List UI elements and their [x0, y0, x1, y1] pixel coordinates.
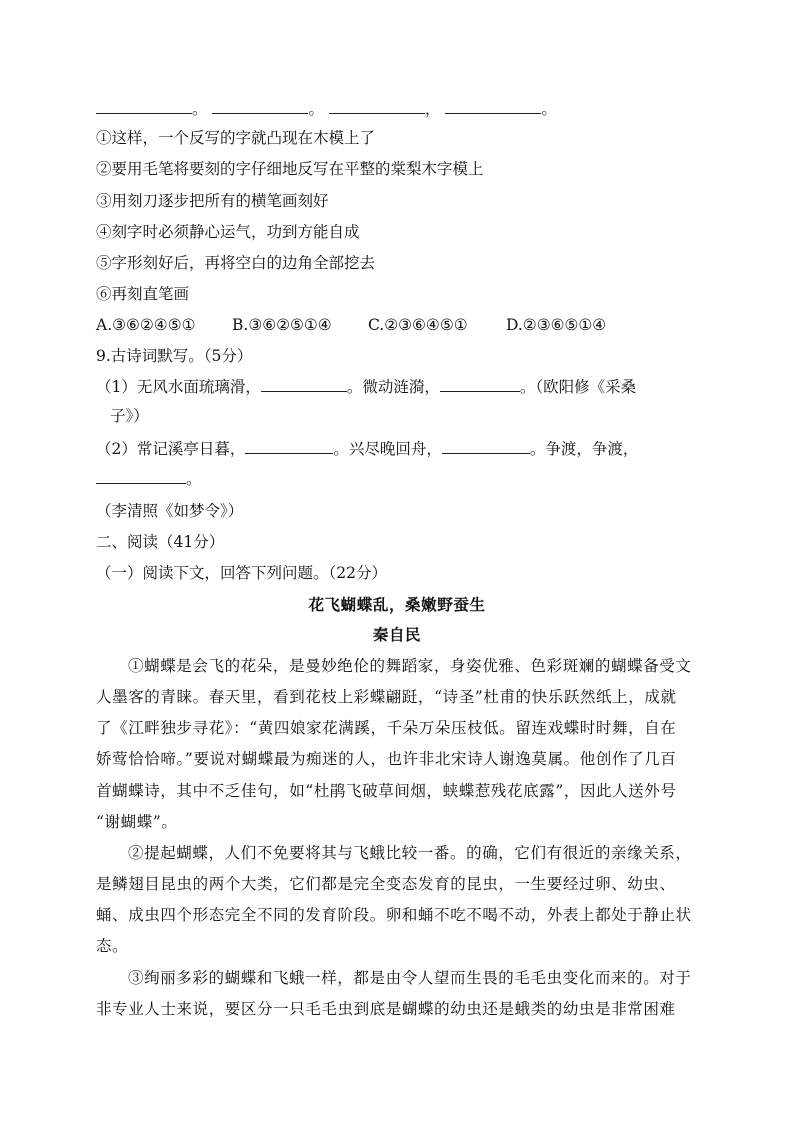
paragraph-line: 是鳞翅目昆虫的两个大类，它们都是完全变态发育的昆虫，一生要经过卵、幼虫、: [96, 875, 676, 893]
answer-blank-3[interactable]: [329, 98, 425, 114]
paragraph-line: 态。: [96, 937, 129, 955]
paragraph-line: 了《江畔独步寻花》：“黄四娘家花满蹊，千朵万朵压枝低。留连戏蝶时时舞，自在: [96, 719, 677, 737]
paragraph-line: ②提起蝴蝶，人们不免要将其与飞蛾比较一番。的确，它们有很近的亲缘关系，: [128, 844, 692, 862]
poem-text: 。: [186, 470, 202, 488]
poem-source: （李清照《如梦令》）: [96, 502, 244, 520]
poem-blank[interactable]: [440, 376, 520, 392]
paragraph-line: 蛹、成虫四个形态完全不同的发育阶段。卵和蛹不吃不喝不动，外表上都处于静止状: [96, 906, 692, 924]
answer-blank-1[interactable]: [96, 98, 192, 114]
sentence-item: ③用刻刀逐步把所有的横笔画刻好: [96, 192, 329, 210]
poem-text: 。争渡，争渡，: [529, 440, 639, 458]
poem-blank[interactable]: [261, 376, 347, 392]
article-title: 花飞蝴蝶乱，桑嫩野蚕生: [308, 595, 486, 614]
question-9-title: 9.古诗词默写。（5分）: [96, 347, 253, 365]
section-title: 二、阅读（41分）: [96, 533, 225, 551]
sentence-item: ②要用毛笔将要刻的字仔细地反写在平整的棠梨木字模上: [96, 160, 484, 178]
option-d[interactable]: D.②③⑥⑤①④: [506, 316, 607, 334]
paragraph-line: 娇莺恰恰啼。”要说对蝴蝶最为痴迷的人，也许非北宋诗人谢逸莫属。他创作了几百: [96, 750, 677, 768]
blank-separator: 。: [192, 100, 208, 118]
answer-blanks-row: [96, 98, 557, 120]
blank-separator: ，: [424, 100, 441, 118]
paragraph-line: “谢蝴蝶”。: [96, 813, 178, 831]
option-c[interactable]: C.②③⑥④⑤①: [368, 316, 468, 334]
paragraph-line: 人墨客的青睐。春天里，看到花枝上彩蝶翩跹，“诗圣”杜甫的快乐跃然纸上，成就: [96, 688, 677, 706]
option-b[interactable]: B.③⑥②⑤①④: [232, 316, 332, 334]
poem-line-2: [96, 438, 638, 460]
poem-text: （2）常记溪亭日暮，: [96, 440, 246, 458]
poem-blank[interactable]: [245, 438, 333, 454]
choice-options: [96, 314, 606, 336]
poem-text: 。微动涟漪，: [346, 378, 440, 396]
poem-text: （1）无风水面琉璃滑，: [96, 378, 261, 396]
answer-blank-4[interactable]: [445, 98, 541, 114]
blank-separator: 。: [541, 100, 557, 118]
option-a[interactable]: A.③⑥②④⑤①: [96, 316, 196, 334]
answer-blank-2[interactable]: [212, 98, 308, 114]
poem-line-1: [96, 376, 636, 398]
paragraph-line: ③绚丽多彩的蝴蝶和飞蛾一样，都是由令人望而生畏的毛毛虫变化而来的。对于: [128, 969, 692, 987]
sentence-item: ⑤字形刻好后，再将空白的边角全部挖去: [96, 254, 376, 272]
poem-text: 。（欧阳修《采桑: [519, 378, 637, 396]
sentence-item: ④刻字时必须静心运气，功到方能自成: [96, 223, 360, 241]
sentence-item: ①这样，一个反写的字就凸现在木模上了: [96, 129, 376, 147]
sentence-item: ⑥再刻直笔画: [96, 285, 190, 303]
poem-blank[interactable]: [96, 468, 186, 484]
poem-text: 。兴尽晚回舟，: [333, 440, 442, 458]
poem-blank[interactable]: [442, 438, 530, 454]
poem-line-2-cont: [96, 468, 202, 490]
blank-separator: 。: [308, 100, 324, 118]
paragraph-line: 首蝴蝶诗，其中不乏佳句，如“杜鹃飞破草间烟，蛱蝶惹残花底露”，因此人送外号: [96, 782, 677, 800]
paragraph-line: ①蝴蝶是会飞的花朵，是曼妙绝伦的舞蹈家，身姿优雅、色彩斑斓的蝴蝶备受文: [128, 657, 692, 675]
section-subtitle: （一）阅读下文，回答下列问题。（22分）: [96, 564, 387, 582]
poem-source: 子》）: [110, 407, 149, 425]
paragraph-line: 非专业人士来说，要区分一只毛毛虫到底是蝴蝶的幼虫还是蛾类的幼虫是非常困难: [96, 1000, 676, 1018]
article-author: 秦自民: [372, 625, 422, 644]
